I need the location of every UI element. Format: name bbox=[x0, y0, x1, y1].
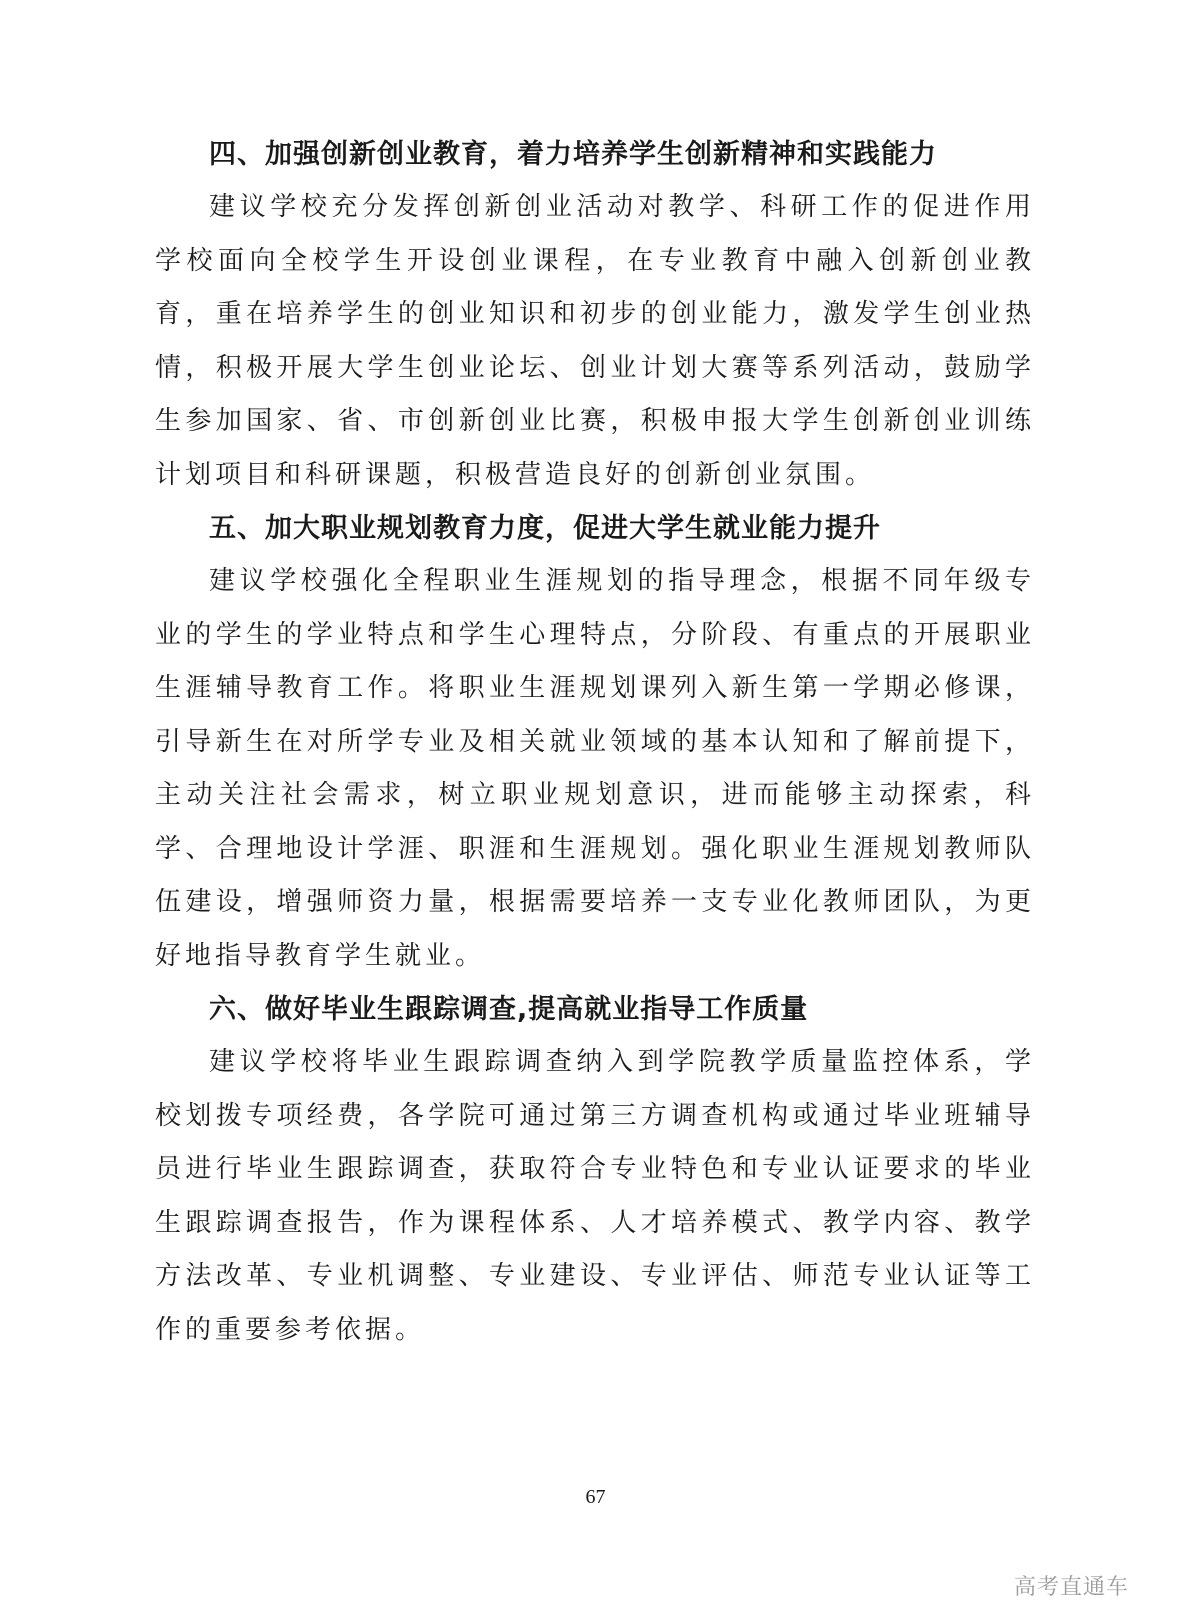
section-heading-5: 五、加大职业规划教育力度，促进大学生就业能力提升 bbox=[209, 513, 881, 544]
section-paragraph-5: 建议学校强化全程职业生涯规划的指导理念，根据不同年级专业的学生的学业特点和学生心理特点，分阶段、有重点的开展职业生涯辅导教育工作。将职业生涯规划课列入新生第一学期必修课，引导新生在对所学专业及相关就业领域的基本认知和了解前提下，主动关注社会需求，树立职业规划意识，进而能够主动探索，科学、合理地设计学涯、职涯和生涯规划。强化职业生涯规划教师队伍建设，增强师资力量，根据需要培养一支专业化教师团队，为更好地指导教育学生就业。 bbox=[155, 566, 1035, 971]
watermark: 高考直通车 bbox=[1013, 1575, 1129, 1600]
section-heading-4: 四、加强创新创业教育，着力培养学生创新精神和实践能力 bbox=[209, 139, 937, 170]
section-paragraph-6: 建议学校将毕业生跟踪调查纳入到学院教学质量监控体系，学校划拨专项经费，各学院可通过第三方调查机构或通过毕业班辅导员进行毕业生跟踪调查，获取符合专业特色和专业认证要求的毕业生跟踪调查报告，作为课程体系、人才培养模式、教学内容、教学方法改革、专业机调整、专业建设、专业评估、师范专业认证等工作的重要参考依据。 bbox=[155, 1047, 1035, 1345]
section-heading-6: 六、做好毕业生跟踪调查,提高就业指导工作质量 bbox=[209, 994, 809, 1025]
document-body bbox=[155, 128, 1035, 1357]
section-paragraph-4: 建议学校充分发挥创新创业活动对教学、科研工作的促进作用学校面向全校学生开设创业课程，在专业教育中融入创新创业教育，重在培养学生的创业知识和初步的创业能力，激发学生创业热情，积极开展大学生创业论坛、创业计划大赛等系列活动，鼓励学生参加国家、省、市创新创业比赛，积极申报大学生创新创业训练计划项目和科研课题，积极营造良好的创新创业氛围。 bbox=[155, 192, 1035, 490]
page-number: 67 bbox=[585, 1486, 606, 1508]
